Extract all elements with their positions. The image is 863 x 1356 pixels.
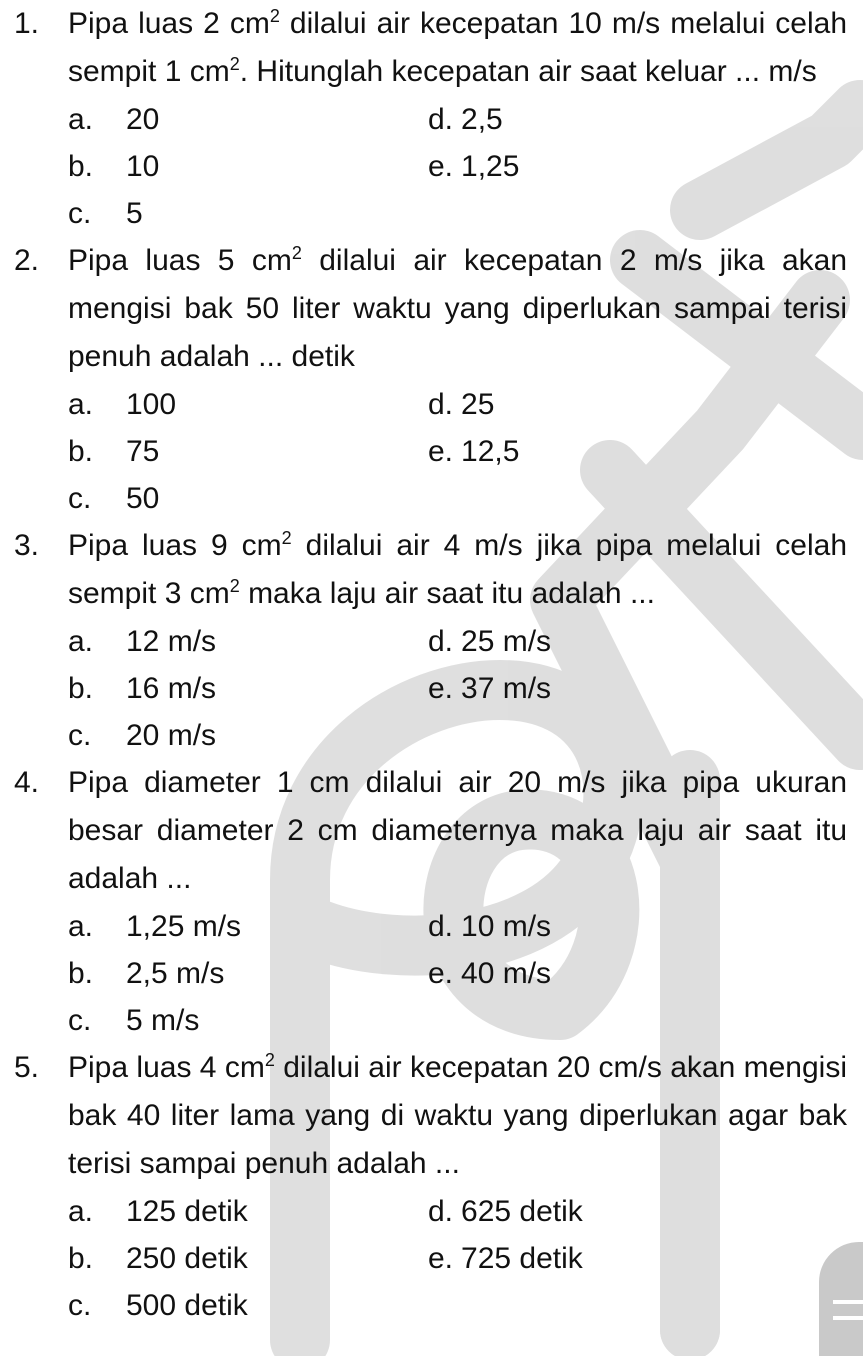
option-c[interactable]: c. 500 detik: [68, 1289, 248, 1322]
options: [68, 618, 847, 759]
option-d[interactable]: d. 25 m/s: [428, 625, 552, 658]
option-e[interactable]: e. 725 detik: [428, 1242, 583, 1275]
question-text: Pipa luas 5 $cm^2$ dilalui air kecepatan 2 m/s jika akan mengisi bak 50 liter waktu yang diperlukan sampai terisi penuh adalah ... detik: [68, 243, 848, 373]
menu-icon-line: [833, 1316, 863, 1320]
question-number: 5.: [14, 1051, 40, 1084]
question-number: 4.: [14, 766, 40, 799]
question-text: Pipa diameter 1 cm dilalui air 20 m/s jika pipa ukuran besar diameter 2 cm diameternya maka laju air saat itu adalah ...: [68, 766, 847, 895]
option-b[interactable]: b. 75: [68, 435, 160, 468]
options: [68, 1188, 847, 1329]
option-b[interactable]: b. 10: [68, 150, 160, 183]
question-5: [14, 1044, 847, 1329]
option-e[interactable]: e. 12,5: [428, 435, 520, 468]
options: [68, 381, 847, 522]
side-menu-tab[interactable]: [819, 1242, 863, 1356]
option-a[interactable]: a. 1,25 m/s: [68, 910, 242, 943]
option-c[interactable]: c. 5 m/s: [68, 1004, 200, 1037]
option-e[interactable]: e. 37 m/s: [428, 672, 552, 705]
option-d[interactable]: d. 10 m/s: [428, 910, 552, 943]
question-number: 3.: [14, 529, 40, 562]
option-b[interactable]: b. 16 m/s: [68, 672, 217, 705]
question-number: 1.: [14, 7, 40, 40]
question-number: 2.: [14, 244, 40, 277]
option-a[interactable]: a. 12 m/s: [68, 625, 217, 658]
options: [68, 903, 847, 1044]
question-text: Pipa luas 9 $cm^2$ dilalui air 4 m/s jika pipa melalui celah sempit 3 $cm^2$ maka laju air saat itu adalah ...: [68, 528, 848, 610]
menu-icon: [833, 1300, 863, 1304]
option-b[interactable]: b. 250 detik: [68, 1242, 248, 1275]
option-c[interactable]: c. 20 m/s: [68, 719, 217, 752]
question-text: Pipa luas 4 $cm^2$ dilalui air kecepatan 20 cm/s akan mengisi bak 40 liter lama yang di waktu yang diperlukan agar bak terisi sampai penuh adalah ...: [68, 1050, 847, 1180]
option-d[interactable]: d. 2,5: [428, 103, 503, 136]
option-a[interactable]: a. 100: [68, 388, 177, 421]
options: [68, 96, 847, 237]
question-1: [14, 0, 847, 237]
option-d[interactable]: d. 25: [428, 388, 495, 421]
question-text: Pipa luas 2 $cm^2$ dilalui air kecepatan 10 m/s melalui celah sempit 1 $cm^2$. Hitunglah kecepatan air saat keluar ... m/s: [68, 6, 847, 88]
question-4: [14, 759, 847, 1044]
option-d[interactable]: d. 625 detik: [428, 1195, 583, 1228]
option-a[interactable]: a. 125 detik: [68, 1195, 248, 1228]
option-a[interactable]: a. 20: [68, 103, 160, 136]
option-c[interactable]: c. 50: [68, 482, 160, 515]
option-c[interactable]: c. 5: [68, 197, 143, 230]
question-3: [14, 522, 847, 759]
option-e[interactable]: e. 1,25: [428, 150, 520, 183]
option-e[interactable]: e. 40 m/s: [428, 957, 552, 990]
option-b[interactable]: b. 2,5 m/s: [68, 957, 225, 990]
question-2: [14, 237, 847, 522]
